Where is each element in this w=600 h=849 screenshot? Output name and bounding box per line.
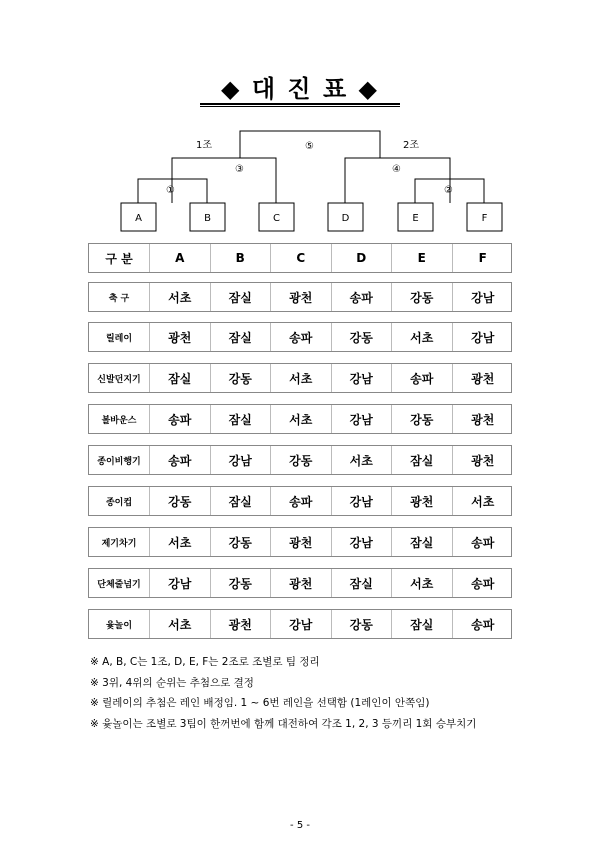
match-2-label: ② xyxy=(444,185,453,196)
team-assignment-cell: 강동 xyxy=(211,364,272,392)
team-assignment-cell: 송파 xyxy=(471,576,495,591)
team-assignment-cell: 서초 xyxy=(392,323,453,351)
team-assignment-cell: 송파 xyxy=(150,405,211,433)
team-assignment-cell: 서초 xyxy=(150,283,211,311)
team-assignment-cell: 강동 xyxy=(392,283,453,311)
team-assignment-cell: 광천 xyxy=(471,412,495,427)
header-cell-d: D xyxy=(332,244,393,272)
team-assignment-cell: 송파 xyxy=(332,283,393,311)
header-cell-f: F xyxy=(478,251,487,265)
event-name-cell: 신발던지기 xyxy=(89,364,150,392)
event-name-cell: 종이컵 xyxy=(89,487,150,515)
notes xyxy=(90,652,570,734)
team-assignment-cell: 서초 xyxy=(150,610,211,638)
team-assignment-cell: 강남 xyxy=(271,610,332,638)
bracket-line-semi-left xyxy=(172,158,276,203)
team-assignment-cell: 강동 xyxy=(392,405,453,433)
team-assignment-cell: 서초 xyxy=(471,494,495,509)
header-cell-a: A xyxy=(150,244,211,272)
table-header-row xyxy=(88,243,512,273)
team-label-a: A xyxy=(135,213,142,224)
team-assignment-cell: 강동 xyxy=(211,569,272,597)
table-row xyxy=(88,322,512,352)
page-title: ◆ 대 진 표 ◆ xyxy=(221,75,379,103)
event-name-cell: 종이비행기 xyxy=(89,446,150,474)
team-assignment-cell: 강동 xyxy=(332,323,393,351)
table-row xyxy=(88,404,512,434)
team-assignment-cell: 강남 xyxy=(332,405,393,433)
team-assignment-cell: 잠실 xyxy=(392,610,453,638)
match-4-label: ④ xyxy=(392,164,401,175)
team-assignment-cell: 강남 xyxy=(150,569,211,597)
header-cell-b: B xyxy=(211,244,272,272)
team-label-e: E xyxy=(412,213,419,224)
team-assignment-cell: 광천 xyxy=(211,610,272,638)
match-1-label: ① xyxy=(166,185,175,196)
header-cell-category: 구 분 xyxy=(89,244,150,272)
note-line: ※ 릴레이의 추첨은 레인 배정임. 1 ~ 6번 레인을 선택함 (1레인이 안쪽임) xyxy=(90,697,430,709)
table-row xyxy=(88,282,512,312)
team-assignment-cell: 광천 xyxy=(392,487,453,515)
note-line: ※ A, B, C는 1조, D, E, F는 2조로 조별로 팀 정리 xyxy=(90,656,320,668)
table-row xyxy=(88,527,512,557)
team-assignment-cell: 강남 xyxy=(471,330,495,345)
team-assignment-cell: 잠실 xyxy=(332,569,393,597)
team-assignment-cell: 잠실 xyxy=(211,283,272,311)
team-assignment-cell: 서초 xyxy=(150,528,211,556)
team-label-b: B xyxy=(204,213,211,224)
team-assignment-cell: 강남 xyxy=(211,446,272,474)
team-assignment-cell: 광천 xyxy=(150,323,211,351)
match-final-label: ⑤ xyxy=(305,141,314,152)
team-assignment-cell: 송파 xyxy=(271,487,332,515)
team-assignment-cell: 광천 xyxy=(271,528,332,556)
team-assignment-cell: 송파 xyxy=(471,617,495,632)
team-label-d: D xyxy=(341,213,350,224)
note-line: ※ 3위, 4위의 순위는 추첨으로 결정 xyxy=(90,676,254,689)
table-row xyxy=(88,363,512,393)
header-cell-e: E xyxy=(392,244,453,272)
team-label-f: F xyxy=(481,213,488,224)
team-assignment-cell: 강동 xyxy=(332,610,393,638)
team-assignment-cell: 송파 xyxy=(150,446,211,474)
team-assignment-cell: 잠실 xyxy=(211,487,272,515)
team-assignment-cell: 송파 xyxy=(271,323,332,351)
team-assignment-cell: 광천 xyxy=(271,283,332,311)
team-assignment-cell: 잠실 xyxy=(150,364,211,392)
group1-label: 1조 xyxy=(196,140,213,151)
header-cell-c: C xyxy=(271,244,332,272)
team-assignment-cell: 강동 xyxy=(150,487,211,515)
group2-label: 2조 xyxy=(403,140,420,151)
match-3-label: ③ xyxy=(235,164,244,175)
team-assignment-cell: 송파 xyxy=(392,364,453,392)
table-row xyxy=(88,609,512,639)
table-row xyxy=(88,486,512,516)
event-name-cell: 축 구 xyxy=(89,283,150,311)
page-number: - 5 - xyxy=(290,820,310,831)
team-assignment-cell: 잠실 xyxy=(392,446,453,474)
team-assignment-cell: 서초 xyxy=(392,569,453,597)
event-name-cell: 볼바운스 xyxy=(89,405,150,433)
team-assignment-cell: 서초 xyxy=(271,405,332,433)
team-assignment-cell: 광천 xyxy=(271,569,332,597)
team-assignment-cell: 강동 xyxy=(211,528,272,556)
team-label-c: C xyxy=(273,213,280,224)
event-name-cell: 단체줄넘기 xyxy=(89,569,150,597)
team-assignment-cell: 광천 xyxy=(471,371,495,386)
event-name-cell: 윷놀이 xyxy=(89,610,150,638)
table-row xyxy=(88,568,512,598)
team-assignment-cell: 잠실 xyxy=(211,323,272,351)
team-assignment-cell: 송파 xyxy=(471,535,495,550)
event-name-cell: 제기차기 xyxy=(89,528,150,556)
team-assignment-cell: 강남 xyxy=(332,528,393,556)
tournament-bracket xyxy=(0,0,600,240)
table-row xyxy=(88,445,512,475)
team-assignment-cell: 강동 xyxy=(271,446,332,474)
team-assignment-cell: 잠실 xyxy=(211,405,272,433)
note-line: ※ 윷놀이는 조별로 3팀이 한꺼번에 함께 대전하여 각조 1, 2, 3 등끼리 1회 승부치기 xyxy=(90,717,477,730)
event-name-cell: 릴레이 xyxy=(89,323,150,351)
team-assignment-cell: 강남 xyxy=(332,364,393,392)
team-assignment-cell: 서초 xyxy=(332,446,393,474)
team-assignment-cell: 광천 xyxy=(471,453,495,468)
team-assignment-cell: 강남 xyxy=(471,290,495,305)
team-assignment-cell: 서초 xyxy=(271,364,332,392)
team-assignment-cell: 강남 xyxy=(332,487,393,515)
team-assignment-cell: 잠실 xyxy=(392,528,453,556)
